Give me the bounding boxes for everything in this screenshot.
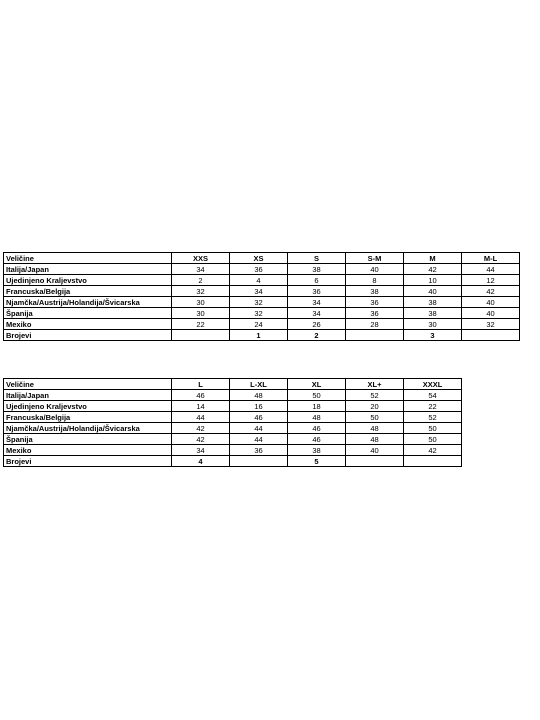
size-value-cell: 40 xyxy=(346,264,404,275)
country-label: Ujedinjeno Kraljevstvo xyxy=(4,275,172,286)
size-value-cell: 24 xyxy=(230,319,288,330)
size-value-cell: 12 xyxy=(462,275,520,286)
size-header-cell: M xyxy=(404,253,462,264)
country-label: Francuska/Belgija xyxy=(4,412,172,423)
size-value-cell: 46 xyxy=(288,423,346,434)
size-value-cell: 50 xyxy=(346,412,404,423)
size-value-cell: 40 xyxy=(346,445,404,456)
size-value-cell: 30 xyxy=(172,308,230,319)
size-value-cell: 32 xyxy=(230,297,288,308)
table-row xyxy=(4,401,462,412)
size-value-cell: 38 xyxy=(288,264,346,275)
size-value-cell: 34 xyxy=(172,264,230,275)
header-label: Veličine xyxy=(4,253,172,264)
size-value-cell: 6 xyxy=(288,275,346,286)
size-value-cell: 28 xyxy=(346,319,404,330)
size-value-cell: 40 xyxy=(404,286,462,297)
size-value-cell: 18 xyxy=(288,401,346,412)
brojevi-cell: 1 xyxy=(230,330,288,341)
size-value-cell: 32 xyxy=(230,308,288,319)
header-row xyxy=(4,253,520,264)
size-value-cell: 42 xyxy=(172,434,230,445)
size-value-cell: 40 xyxy=(462,308,520,319)
size-value-cell: 32 xyxy=(462,319,520,330)
size-value-cell: 22 xyxy=(172,319,230,330)
size-value-cell: 46 xyxy=(288,434,346,445)
size-value-cell: 44 xyxy=(462,264,520,275)
size-header-cell: L xyxy=(172,379,230,390)
size-value-cell: 10 xyxy=(404,275,462,286)
brojevi-label: Brojevi xyxy=(4,456,172,467)
country-label: Njamčka/Austrija/Holandija/Švicarska xyxy=(4,297,172,308)
size-value-cell: 52 xyxy=(404,412,462,423)
size-value-cell: 54 xyxy=(404,390,462,401)
size-value-cell: 42 xyxy=(404,445,462,456)
country-label: Italija/Japan xyxy=(4,390,172,401)
size-value-cell: 32 xyxy=(172,286,230,297)
size-value-cell: 44 xyxy=(230,423,288,434)
brojevi-cell xyxy=(230,456,288,467)
size-value-cell: 38 xyxy=(346,286,404,297)
size-value-cell: 8 xyxy=(346,275,404,286)
size-value-cell: 48 xyxy=(288,412,346,423)
size-value-cell: 22 xyxy=(404,401,462,412)
country-label: Italija/Japan xyxy=(4,264,172,275)
table-row xyxy=(4,264,520,275)
brojevi-row xyxy=(4,330,520,341)
brojevi-cell xyxy=(172,330,230,341)
brojevi-cell xyxy=(346,330,404,341)
size-value-cell: 2 xyxy=(172,275,230,286)
size-value-cell: 48 xyxy=(346,434,404,445)
size-header-cell: XXS xyxy=(172,253,230,264)
size-value-cell: 36 xyxy=(230,445,288,456)
table-row xyxy=(4,445,462,456)
header-row xyxy=(4,379,462,390)
table-row xyxy=(4,308,520,319)
table-row xyxy=(4,286,520,297)
size-value-cell: 44 xyxy=(230,434,288,445)
table-row xyxy=(4,319,520,330)
size-table-2 xyxy=(3,378,462,467)
country-label: Ujedinjeno Kraljevstvo xyxy=(4,401,172,412)
size-value-cell: 40 xyxy=(462,297,520,308)
brojevi-cell: 3 xyxy=(404,330,462,341)
size-table-1 xyxy=(3,252,520,341)
country-label: Mexiko xyxy=(4,445,172,456)
country-label: Španija xyxy=(4,308,172,319)
size-value-cell: 38 xyxy=(288,445,346,456)
brojevi-cell xyxy=(346,456,404,467)
size-value-cell: 46 xyxy=(172,390,230,401)
size-value-cell: 34 xyxy=(288,308,346,319)
size-value-cell: 36 xyxy=(346,297,404,308)
table-row xyxy=(4,423,462,434)
size-value-cell: 48 xyxy=(346,423,404,434)
size-value-cell: 34 xyxy=(288,297,346,308)
size-header-cell: S xyxy=(288,253,346,264)
size-value-cell: 30 xyxy=(404,319,462,330)
size-value-cell: 42 xyxy=(462,286,520,297)
size-value-cell: 48 xyxy=(230,390,288,401)
size-value-cell: 4 xyxy=(230,275,288,286)
size-value-cell: 50 xyxy=(404,423,462,434)
size-value-cell: 50 xyxy=(288,390,346,401)
brojevi-cell: 4 xyxy=(172,456,230,467)
header-label: Veličine xyxy=(4,379,172,390)
table-row xyxy=(4,434,462,445)
size-value-cell: 42 xyxy=(404,264,462,275)
size-value-cell: 30 xyxy=(172,297,230,308)
table-row xyxy=(4,412,462,423)
table-row xyxy=(4,297,520,308)
size-value-cell: 26 xyxy=(288,319,346,330)
size-value-cell: 46 xyxy=(230,412,288,423)
size-value-cell: 14 xyxy=(172,401,230,412)
size-header-cell: XL+ xyxy=(346,379,404,390)
country-label: Španija xyxy=(4,434,172,445)
brojevi-row xyxy=(4,456,462,467)
size-value-cell: 36 xyxy=(230,264,288,275)
size-value-cell: 36 xyxy=(346,308,404,319)
size-value-cell: 38 xyxy=(404,308,462,319)
brojevi-label: Brojevi xyxy=(4,330,172,341)
size-value-cell: 36 xyxy=(288,286,346,297)
table-row xyxy=(4,275,520,286)
country-label: Njamčka/Austrija/Holandija/Švicarska xyxy=(4,423,172,434)
table-row xyxy=(4,390,462,401)
size-value-cell: 52 xyxy=(346,390,404,401)
brojevi-cell xyxy=(404,456,462,467)
size-header-cell: XXXL xyxy=(404,379,462,390)
brojevi-cell xyxy=(462,330,520,341)
size-value-cell: 42 xyxy=(172,423,230,434)
size-value-cell: 50 xyxy=(404,434,462,445)
size-header-cell: L-XL xyxy=(230,379,288,390)
size-value-cell: 34 xyxy=(172,445,230,456)
size-value-cell: 34 xyxy=(230,286,288,297)
size-header-cell: XS xyxy=(230,253,288,264)
brojevi-cell: 5 xyxy=(288,456,346,467)
size-value-cell: 44 xyxy=(172,412,230,423)
country-label: Francuska/Belgija xyxy=(4,286,172,297)
size-value-cell: 38 xyxy=(404,297,462,308)
size-header-cell: S-M xyxy=(346,253,404,264)
size-header-cell: M-L xyxy=(462,253,520,264)
country-label: Mexiko xyxy=(4,319,172,330)
size-header-cell: XL xyxy=(288,379,346,390)
size-value-cell: 20 xyxy=(346,401,404,412)
brojevi-cell: 2 xyxy=(288,330,346,341)
size-value-cell: 16 xyxy=(230,401,288,412)
